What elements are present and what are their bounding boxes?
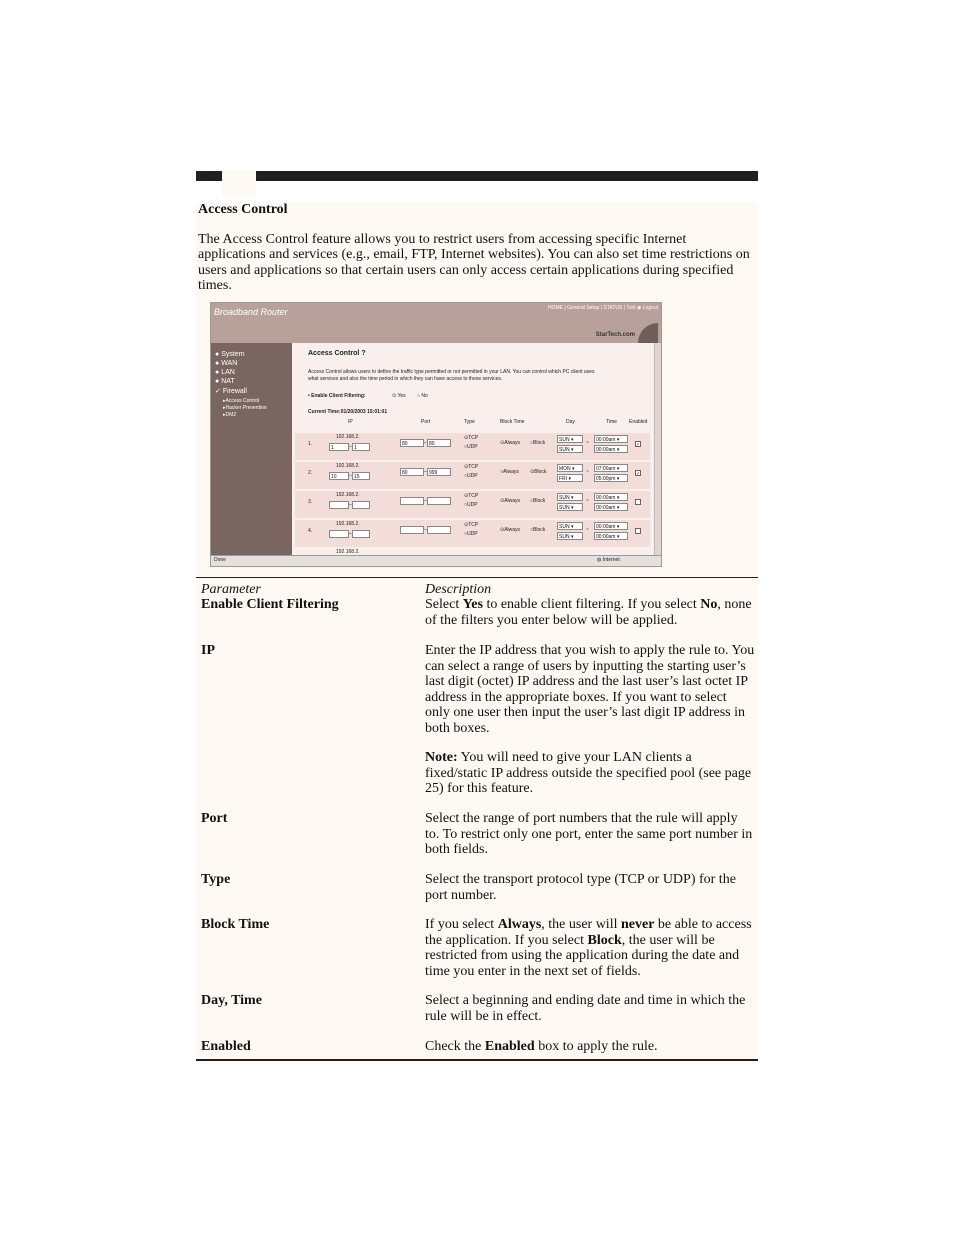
radio-label: Block [533,498,546,504]
select-value: SUN [559,447,570,453]
select-value: SUN [559,524,570,530]
sidebar-item-nat[interactable]: ● NAT [215,378,235,385]
range-dash: ~ [586,469,589,475]
section-title: Access Control [198,202,288,217]
ip-end-input[interactable]: 1 [352,443,370,451]
time-start-select[interactable]: 00:00am ▾ [594,493,628,501]
always-radio[interactable]: ⊙Always [500,498,521,504]
status-zone-label: Internet [602,557,620,563]
tcp-radio[interactable]: ⊙TCP [464,464,479,470]
radio-label: Always [504,440,521,446]
desc-type: Select the transport protocol type (TCP or UDP) for the port number. [425,872,736,903]
always-radio[interactable]: ⊙Always [500,527,521,533]
router-logo: StarTech.com [595,332,635,338]
select-value: 00:00am [596,437,616,443]
param-port: Port [201,811,228,826]
block-radio[interactable]: ○Block [530,498,546,504]
select-value: 00:00am [596,505,616,511]
filter-no-radio[interactable]: ○ No [417,393,428,399]
param-type: Type [201,872,231,887]
select-value: 00:00am [596,524,616,530]
port-end-input[interactable] [427,497,451,505]
range-dash: – [349,444,352,450]
column-day: Day [566,419,575,425]
param-block-time: Block Time [201,917,270,932]
day-start-select[interactable]: MON ▾ [557,464,583,472]
current-time: Current Time:01/20/2003 15:01:01 [308,409,388,415]
globe-icon: ◍ [597,557,602,563]
radio-label: TCP [468,435,479,441]
port-start-input[interactable]: 80 [400,468,424,476]
logout-icon: ◉ [636,305,642,311]
udp-radio[interactable]: ○UDP [464,502,478,508]
ip-prefix: 192.168.2. [336,492,360,498]
radio-label: Block [533,440,546,446]
radio-label: No [421,393,428,399]
table-head-description: Description [425,582,492,597]
range-dash: – [349,531,352,537]
router-description-line1: Access Control allows users to define the traffic type permitted or not permitted in your LAN. You can control which PC client uses [308,369,595,375]
desc-port: Select the range of port numbers that the rule will apply to. To restrict only one port, enter the same port number in both fields. [425,811,753,858]
radio-label: Always [504,498,521,504]
radio-label: UDP [467,531,478,537]
column-enabled: Enabled [629,419,648,425]
intro-paragraph: The Access Control feature allows you to restrict users from accessing specific Internet applications and services (e.g., email, FTP, Internet websites). You can also set time restrictions on users and applications so that certain users can only access certain applications during specified times. [198,232,750,294]
sidebar-item-lan[interactable]: ● LAN [215,369,235,376]
time-start-select[interactable]: 00:00am ▾ [594,435,628,443]
enabled-checkbox[interactable]: ✓ [636,442,641,448]
router-header [211,303,661,343]
column-block-time: Block Time [500,419,525,425]
router-scrollbar[interactable] [654,343,661,555]
day-end-select[interactable]: SUN ▾ [557,445,583,453]
sidebar-subitem-label: Hacker Prevention [225,405,267,411]
day-start-select[interactable]: SUN ▾ [557,493,583,501]
sidebar-item-label: WAN [221,360,238,367]
radio-label: Always [504,527,521,533]
day-end-select[interactable]: FRI ▾ [557,474,583,482]
ip-prefix: 192.168.2. [336,434,360,440]
select-value: 00:00am [596,495,616,501]
radio-label: TCP [468,493,479,499]
sidebar-subitem-label: DMZ [225,412,237,418]
range-dash: – [424,469,427,475]
ip-end-input[interactable]: 15 [352,472,370,480]
select-value: 05:00pm [596,476,616,482]
radio-label: Block [533,527,546,533]
header-rule [196,171,758,181]
radio-label: UDP [467,473,478,479]
sidebar-subitem-label: Access Control [225,398,260,404]
sidebar-item-wan[interactable]: ● WAN [215,360,238,367]
radio-label: TCP [468,522,479,528]
router-nav [548,305,658,311]
rule-row [292,520,655,549]
router-main-panel [292,343,655,555]
ip-start-input[interactable]: 1 [329,443,349,451]
rule-row [292,433,655,462]
range-dash: – [424,498,427,504]
desc-enabled: Check the Enabled box to apply the rule. [425,1039,658,1054]
udp-radio[interactable]: ○UDP [464,531,478,537]
select-value: 07:00am [596,466,616,472]
ip-start-input[interactable] [329,501,349,509]
range-dash: ~ [586,527,589,533]
ip-start-input[interactable] [329,530,349,538]
time-start-select[interactable]: 07:00am ▾ [594,464,628,472]
router-nav-links[interactable]: HOME | General Setup | STATUS | Tool [548,305,636,311]
range-dash: – [349,502,352,508]
range-dash: – [424,527,427,533]
router-screenshot [210,302,662,567]
column-time: Time [606,419,617,425]
time-start-select[interactable]: 00:00am ▾ [594,522,628,530]
range-dash: ~ [586,440,589,446]
rule-row [292,491,655,520]
sidebar-item-firewall[interactable]: ✓ Firewall [215,388,247,395]
udp-radio[interactable]: ○UDP [464,473,478,479]
time-end-select[interactable]: 00:00am ▾ [594,445,628,453]
port-end-input[interactable]: 80 [427,439,451,447]
tcp-radio[interactable]: ⊙TCP [464,522,479,528]
radio-label: Block [534,469,547,475]
radio-label: UDP [467,444,478,450]
radio-label: Yes [397,393,406,399]
radio-label: Always [503,469,519,475]
block-radio[interactable]: ○Block [530,440,546,446]
param-enable-client-filtering: Enable Client Filtering [201,597,339,612]
sidebar-item-system[interactable]: ● System [215,351,245,358]
radio-label: TCP [468,464,479,470]
router-logout-link[interactable]: Logout [642,305,658,311]
select-value: SUN [559,505,570,511]
select-value: FRI [559,476,568,482]
port-start-input[interactable] [400,497,424,505]
filter-label-text: Enable Client Filtering: [311,393,366,399]
day-end-select[interactable]: SUN ▾ [557,503,583,511]
sidebar-item-label: LAN [221,369,235,376]
ip-end-input[interactable] [352,530,370,538]
ip-start-input[interactable]: 10 [329,472,349,480]
desc-block-time: If you select Always, the user will never be able to access the application. If you select Block, the user will be restricted from using the application during the date and time you enter in the next set of fields. [425,917,752,979]
logo-swoosh-icon [638,323,658,343]
select-value: SUN [559,495,570,501]
param-day-time: Day, Time [201,993,262,1008]
sidebar-subitem-access-control[interactable]: ▸Access Control [223,398,260,404]
enabled-checkbox[interactable] [635,499,641,505]
ip-end-input[interactable] [352,501,370,509]
status-done: Done [214,557,226,563]
select-value: MON [559,466,571,472]
row-number: 3. [308,499,313,505]
port-start-input[interactable] [400,526,424,534]
sidebar-item-label: Firewall [222,388,247,395]
enabled-checkbox[interactable] [635,528,641,534]
help-icon[interactable]: ? [361,350,366,357]
select-value: SUN [559,437,570,443]
sidebar-item-label: NAT [221,378,235,385]
column-type: Type [464,419,475,425]
param-ip: IP [201,643,215,658]
day-start-select[interactable]: SUN ▾ [557,522,583,530]
sidebar-item-label: System [221,351,245,358]
router-page-title [308,350,366,357]
sidebar-subitem-hacker-prevention[interactable]: ▸Hacker Prevention [223,405,267,411]
time-end-select[interactable]: 05:00pm ▾ [594,474,628,482]
range-dash: ~ [586,498,589,504]
table-head-parameter: Parameter [201,582,261,597]
day-end-select[interactable]: SUN ▾ [557,532,583,540]
column-ip: IP [348,419,353,425]
filter-label: • Enable Client Filtering: [308,393,366,399]
udp-radio[interactable]: ○UDP [464,444,478,450]
router-page-title-text: Access Control [308,350,360,357]
header-tab-gap [222,171,256,195]
always-radio[interactable]: ○Always [500,469,519,475]
select-value: 00:00am [596,447,616,453]
tcp-radio[interactable]: ⊙TCP [464,435,479,441]
desc-ip-note: Note: You will need to give your LAN clients a fixed/static IP address outside the specified pool (see page 25) for this feature. [425,750,752,797]
ip-prefix: 192.168.2. [336,463,360,469]
select-value: SUN [559,534,570,540]
enabled-checkbox[interactable]: ✓ [636,471,641,477]
tcp-radio[interactable]: ⊙TCP [464,493,479,499]
desc-enable-client-filtering: Select Yes to enable client filtering. If you select No, none of the filters you enter below will be applied. [425,597,752,628]
filter-yes-radio[interactable]: ⊙ Yes [392,393,406,399]
radio-label: UDP [467,502,478,508]
port-end-input[interactable] [427,526,451,534]
desc-day-time: Select a beginning and ending date and time in which the rule will be in effect. [425,993,746,1024]
rule-row [292,462,655,491]
select-value: 00:00am [596,534,616,540]
time-end-select[interactable]: 00:00am ▾ [594,532,628,540]
row-number: 1. [308,441,313,447]
always-radio[interactable]: ⊙Always [500,440,521,446]
ip-prefix: 192.168.2. [336,549,360,555]
table-bottom-rule [196,1059,758,1061]
router-brand: Broadband Router [214,307,288,317]
port-start-input[interactable]: 80 [400,439,424,447]
router-sidebar [211,343,292,555]
sidebar-subitem-dmz[interactable]: ▸DMZ [223,412,237,418]
day-start-select[interactable]: SUN ▾ [557,435,583,443]
block-radio[interactable]: ⊙Block [530,469,547,475]
status-zone [597,557,620,563]
ip-prefix: 192.168.2. [336,521,360,527]
router-description-line2: what services and also the time period in which they can have access to these services. [308,376,503,382]
row-number: 2. [308,470,313,476]
range-dash: – [349,473,352,479]
column-port: Port [421,419,431,425]
row-number: 4. [308,528,313,534]
time-end-select[interactable]: 00:00am ▾ [594,503,628,511]
param-enabled: Enabled [201,1039,251,1054]
port-end-input[interactable]: 999 [427,468,451,476]
range-dash: – [424,440,427,446]
desc-ip: Enter the IP address that you wish to apply the rule to. You can select a range of users by inputting the starting user’s last digit (octet) IP address and the last user’s last octet IP address in the appropriate boxes. If you want to select only one user then input the user’s last digit IP address in both boxes. [425,643,755,736]
block-radio[interactable]: ○Block [530,527,546,533]
browser-status-bar [211,555,661,566]
table-top-rule [196,577,758,578]
